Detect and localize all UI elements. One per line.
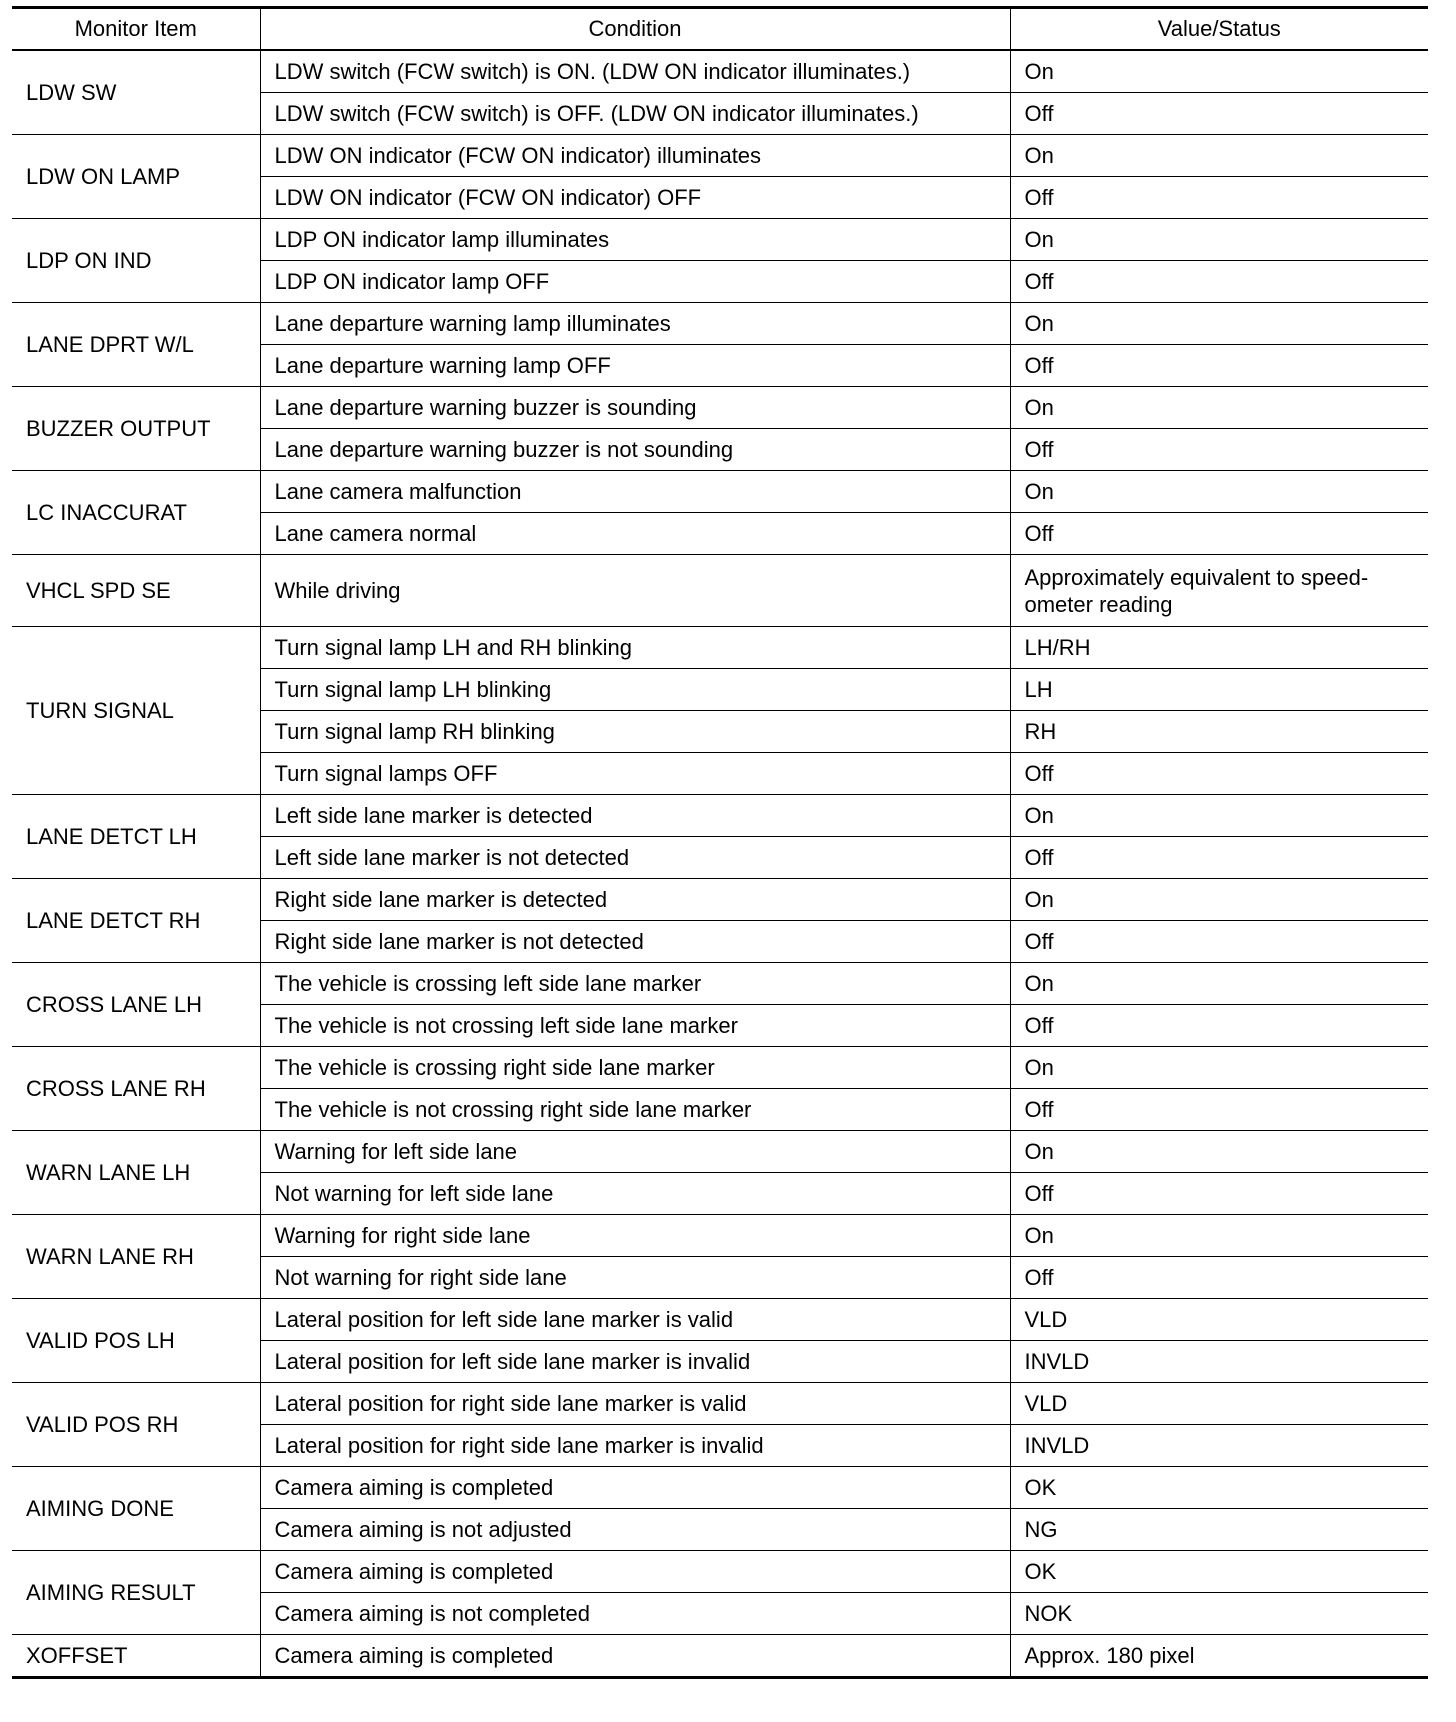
value-status-cell: VLD [1010,1383,1428,1425]
value-status-cell: NOK [1010,1593,1428,1635]
value-status-cell: OK [1010,1551,1428,1593]
monitor-item-cell: LANE DETCT LH [12,795,260,879]
condition-cell: LDW switch (FCW switch) is ON. (LDW ON indicator illuminates.) [260,50,1010,93]
table-row [12,795,1428,837]
table-row [12,1299,1428,1341]
table-row [12,471,1428,513]
value-status-cell: Off [1010,1257,1428,1299]
value-status-cell: VLD [1010,1299,1428,1341]
value-status-cell: Off [1010,93,1428,135]
value-status-cell: On [1010,795,1428,837]
monitor-item-cell: WARN LANE RH [12,1215,260,1299]
condition-cell: Camera aiming is completed [260,1635,1010,1678]
monitor-item-cell: BUZZER OUTPUT [12,387,260,471]
monitor-item-cell: LDW ON LAMP [12,135,260,219]
value-status-cell: Off [1010,837,1428,879]
value-status-cell: On [1010,471,1428,513]
header-value-status: Value/Status [1010,8,1428,51]
table-row [12,963,1428,1005]
value-status-cell: On [1010,963,1428,1005]
condition-cell: Turn signal lamp LH blinking [260,669,1010,711]
monitor-item-cell: VHCL SPD SE [12,555,260,627]
value-status-cell: On [1010,1047,1428,1089]
condition-cell: While driving [260,555,1010,627]
condition-cell: Turn signal lamp LH and RH blinking [260,627,1010,669]
condition-cell: Left side lane marker is detected [260,795,1010,837]
table-row [12,50,1428,93]
value-status-cell: On [1010,1131,1428,1173]
condition-cell: LDW ON indicator (FCW ON indicator) OFF [260,177,1010,219]
value-status-cell: Off [1010,429,1428,471]
monitor-item-cell: AIMING DONE [12,1467,260,1551]
value-status-cell: Off [1010,1005,1428,1047]
table-body [12,50,1428,1678]
condition-cell: The vehicle is not crossing left side lane marker [260,1005,1010,1047]
value-status-cell: Off [1010,753,1428,795]
value-status-cell: On [1010,387,1428,429]
value-status-cell: Approximately equivalent to speed-ometer reading [1010,555,1428,627]
monitor-item-cell: LANE DPRT W/L [12,303,260,387]
condition-cell: Camera aiming is completed [260,1551,1010,1593]
table-row [12,1215,1428,1257]
value-status-cell: LH/RH [1010,627,1428,669]
monitor-item-cell: VALID POS RH [12,1383,260,1467]
monitor-table-container [12,6,1428,1679]
value-status-cell: Off [1010,261,1428,303]
condition-cell: The vehicle is not crossing right side lane marker [260,1089,1010,1131]
condition-cell: LDP ON indicator lamp OFF [260,261,1010,303]
value-status-cell: LH [1010,669,1428,711]
condition-cell: Lateral position for right side lane marker is valid [260,1383,1010,1425]
condition-cell: Lane departure warning buzzer is not sounding [260,429,1010,471]
condition-cell: Lane departure warning lamp OFF [260,345,1010,387]
table-row [12,219,1428,261]
value-status-cell: Off [1010,921,1428,963]
condition-cell: Not warning for left side lane [260,1173,1010,1215]
value-status-cell: Off [1010,1173,1428,1215]
monitor-item-cell: LANE DETCT RH [12,879,260,963]
value-status-cell: On [1010,50,1428,93]
table-row [12,1467,1428,1509]
value-status-cell: On [1010,135,1428,177]
value-status-cell: On [1010,879,1428,921]
table-row [12,1131,1428,1173]
monitor-item-cell: LDP ON IND [12,219,260,303]
condition-cell: Camera aiming is completed [260,1467,1010,1509]
condition-cell: Lateral position for left side lane marker is invalid [260,1341,1010,1383]
value-status-cell: INVLD [1010,1425,1428,1467]
value-status-cell: Off [1010,345,1428,387]
condition-cell: Turn signal lamps OFF [260,753,1010,795]
condition-cell: LDW switch (FCW switch) is OFF. (LDW ON indicator illuminates.) [260,93,1010,135]
condition-cell: Lateral position for left side lane marker is valid [260,1299,1010,1341]
condition-cell: The vehicle is crossing right side lane marker [260,1047,1010,1089]
monitor-item-cell: WARN LANE LH [12,1131,260,1215]
condition-cell: Camera aiming is not completed [260,1593,1010,1635]
header-row [12,8,1428,51]
value-status-cell: RH [1010,711,1428,753]
condition-cell: Lane camera malfunction [260,471,1010,513]
table-row [12,1551,1428,1593]
value-status-cell: OK [1010,1467,1428,1509]
condition-cell: Lane departure warning lamp illuminates [260,303,1010,345]
condition-cell: Camera aiming is not adjusted [260,1509,1010,1551]
table-row [12,135,1428,177]
table-row [12,1635,1428,1678]
monitor-item-cell: TURN SIGNAL [12,627,260,795]
condition-cell: Warning for right side lane [260,1215,1010,1257]
header-monitor-item: Monitor Item [12,8,260,51]
table-row [12,303,1428,345]
condition-cell: LDP ON indicator lamp illuminates [260,219,1010,261]
value-status-cell: Approx. 180 pixel [1010,1635,1428,1678]
condition-cell: Right side lane marker is detected [260,879,1010,921]
condition-cell: Not warning for right side lane [260,1257,1010,1299]
condition-cell: LDW ON indicator (FCW ON indicator) illuminates [260,135,1010,177]
value-status-cell: INVLD [1010,1341,1428,1383]
condition-cell: Warning for left side lane [260,1131,1010,1173]
table-row [12,1383,1428,1425]
table-row [12,879,1428,921]
monitor-item-cell: VALID POS LH [12,1299,260,1383]
value-status-cell: On [1010,219,1428,261]
value-status-cell: NG [1010,1509,1428,1551]
condition-cell: Right side lane marker is not detected [260,921,1010,963]
monitor-item-table [12,6,1428,1679]
monitor-item-cell: AIMING RESULT [12,1551,260,1635]
condition-cell: Lane departure warning buzzer is sounding [260,387,1010,429]
value-status-cell: Off [1010,177,1428,219]
monitor-item-cell: LC INACCURAT [12,471,260,555]
monitor-item-cell: CROSS LANE LH [12,963,260,1047]
header-condition: Condition [260,8,1010,51]
monitor-item-cell: LDW SW [12,50,260,135]
table-row [12,387,1428,429]
condition-cell: Lane camera normal [260,513,1010,555]
value-status-cell: Off [1010,513,1428,555]
value-status-cell: On [1010,1215,1428,1257]
condition-cell: Turn signal lamp RH blinking [260,711,1010,753]
table-row [12,627,1428,669]
monitor-item-cell: XOFFSET [12,1635,260,1678]
value-status-cell: Off [1010,1089,1428,1131]
table-row [12,555,1428,627]
condition-cell: Lateral position for right side lane marker is invalid [260,1425,1010,1467]
condition-cell: The vehicle is crossing left side lane marker [260,963,1010,1005]
condition-cell: Left side lane marker is not detected [260,837,1010,879]
table-row [12,1047,1428,1089]
value-status-cell: On [1010,303,1428,345]
monitor-item-cell: CROSS LANE RH [12,1047,260,1131]
